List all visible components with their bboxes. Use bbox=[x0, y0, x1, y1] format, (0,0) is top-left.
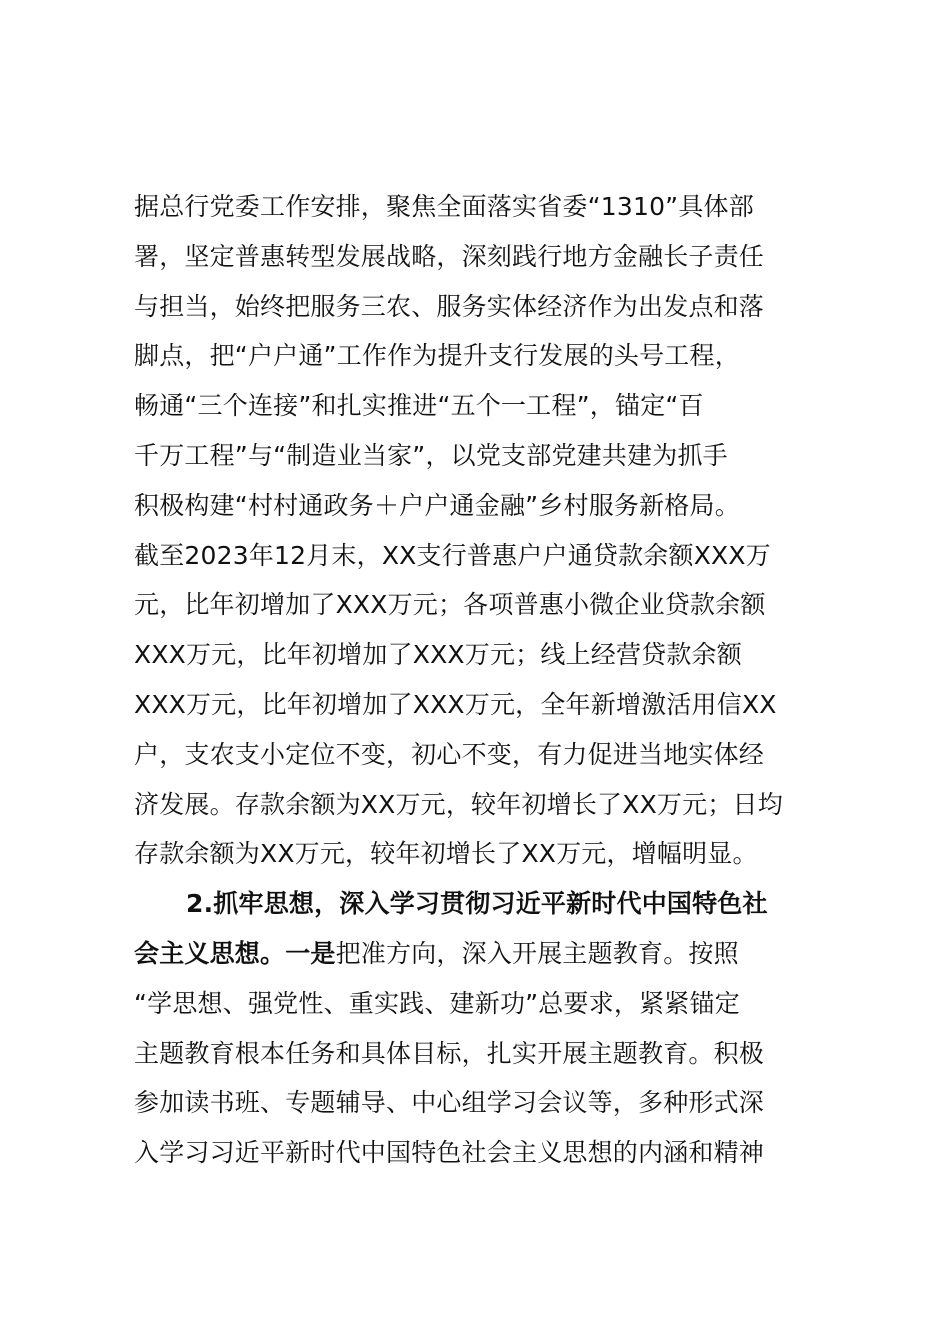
text-line: 参加读书班、专题辅导、中心组学习会议等，多种形式深 bbox=[134, 1088, 765, 1118]
text-line: 据总行党委工作安排，聚焦全面落实省委“1310”具体部 bbox=[134, 192, 754, 221]
text-line: 户，支农支小定位不变，初心不变，有力促进当地实体经 bbox=[134, 739, 765, 769]
section-heading-continuation: 会主义思想。 bbox=[134, 938, 286, 968]
text-line: 元，比年初增加了XXX万元；各项普惠小微企业贷款余额 bbox=[134, 590, 766, 620]
text-line: XXX万元，比年初增加了XXX万元；线上经营贷款余额 bbox=[134, 640, 742, 670]
text-line: 主题教育根本任务和具体目标，扎实开展主题教育。积极 bbox=[134, 1038, 765, 1068]
text-line: 济发展。存款余额为XX万元，较年初增长了XX万元；日均 bbox=[134, 789, 783, 819]
text-line: 存款余额为XX万元，较年初增长了XX万元，增幅明显。 bbox=[134, 839, 758, 869]
paragraph-2 bbox=[134, 879, 854, 1178]
point-marker: 一是 bbox=[285, 938, 336, 968]
document-body bbox=[134, 182, 854, 1178]
text-line: 脚点，把“户户通”工作作为提升支行发展的头号工程， bbox=[134, 341, 740, 371]
text-line: 畅通“三个连接”和扎实推进“五个一工程”，锚定“百 bbox=[134, 391, 704, 421]
text-line: 积极构建“村村通政务＋户户通金融”乡村服务新格局。 bbox=[134, 490, 740, 520]
paragraph-1 bbox=[134, 182, 854, 879]
text-line: 与担当，始终把服务三农、服务实体经济作为出发点和落 bbox=[134, 291, 765, 321]
text-line: 入学习习近平新时代中国特色社会主义思想的内涵和精神 bbox=[134, 1138, 765, 1168]
text-line: “学思想、强党性、重实践、建新功”总要求，紧紧锚定 bbox=[134, 988, 740, 1018]
text-line: 署，坚定普惠转型发展战略，深刻践行地方金融长子责任 bbox=[134, 241, 765, 271]
text-line: XXX万元，比年初增加了XXX万元，全年新增激活用信XX bbox=[134, 689, 777, 719]
text-line: 千万工程”与“制造业当家”，以党支部党建共建为抓手 bbox=[134, 440, 728, 470]
text-line: 截至2023年12月末，XX支行普惠户户通贷款余额XXX万 bbox=[134, 540, 771, 570]
section-heading: 2.抓牢思想，深入学习贯彻习近平新时代中国特色社 bbox=[186, 889, 768, 919]
text-line-mixed bbox=[134, 929, 854, 979]
text-run: 把准方向，深入开展主题教育。按照 bbox=[335, 938, 739, 968]
